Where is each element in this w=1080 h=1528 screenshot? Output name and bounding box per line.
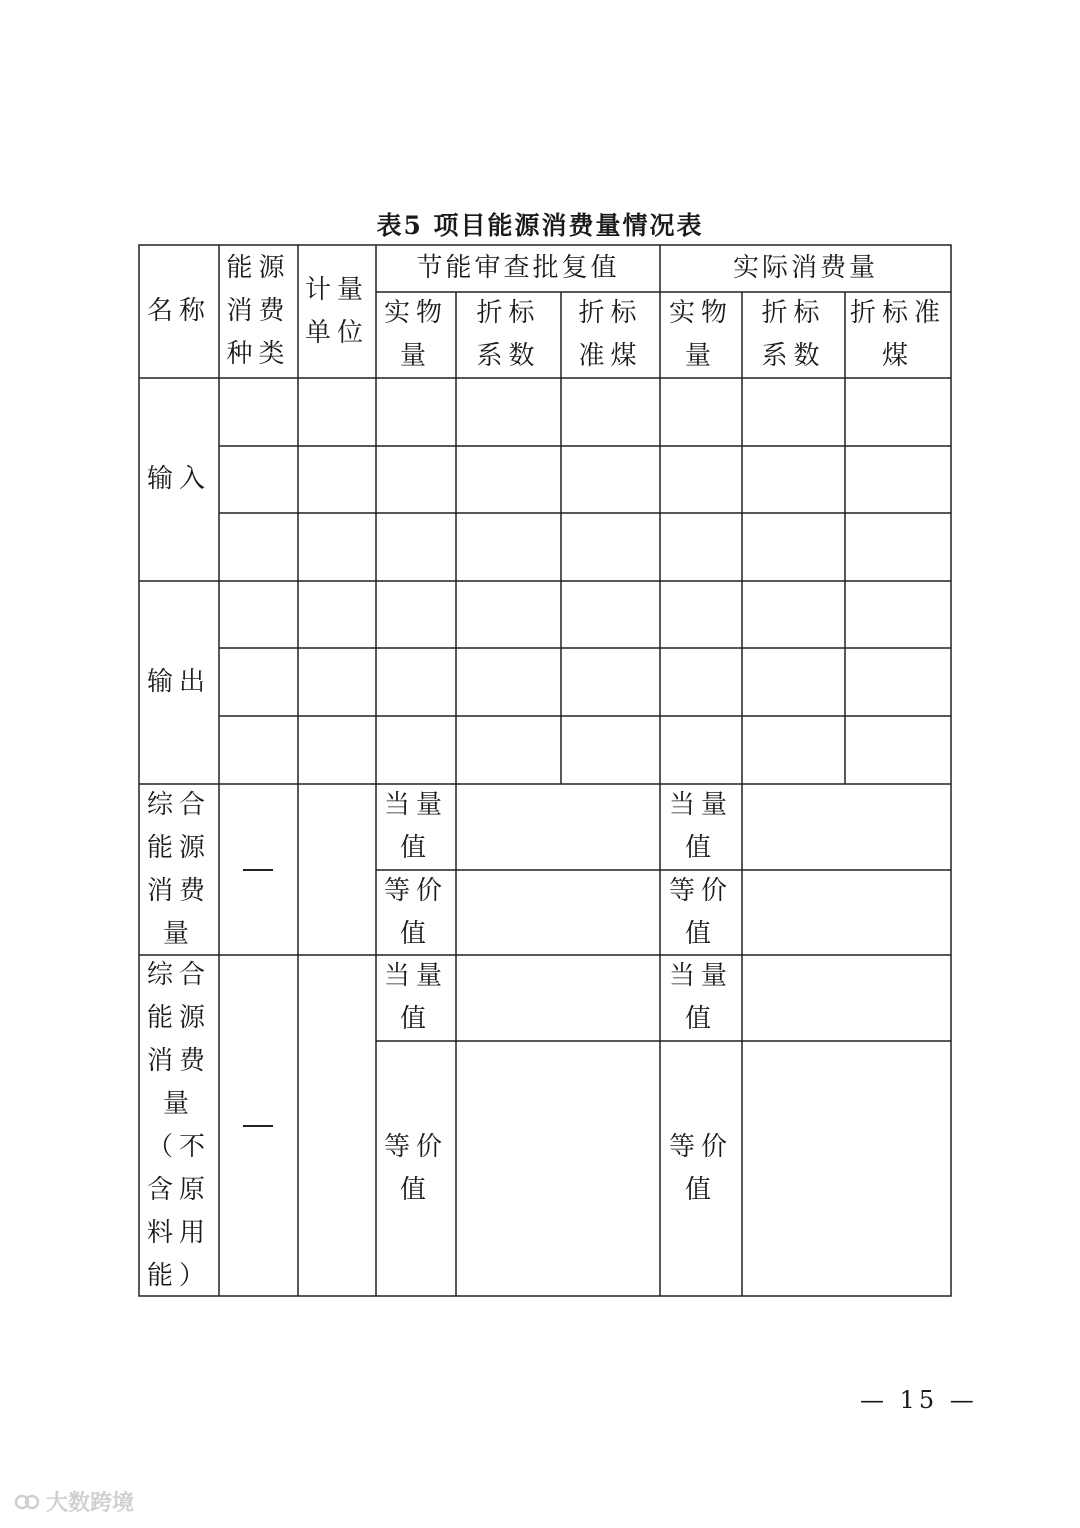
dash-total xyxy=(243,869,273,871)
header-actual-coefficient: 折标 系数 xyxy=(761,298,826,371)
watermark-text: 大数跨境 xyxy=(46,1491,135,1516)
approval-equivalent-label: 当量 值 xyxy=(383,790,448,863)
dash-total-excluding-feedstock xyxy=(243,1125,273,1127)
approval-equal-price-label: 等价 值 xyxy=(383,875,448,949)
header-energy-type: 能源 消费 种类 xyxy=(226,253,291,369)
header-approval-standard-coal: 折标 准煤 xyxy=(578,298,643,371)
row-label-input: 输入 xyxy=(146,464,211,494)
actual-equal-price-label: 等价 值 xyxy=(668,875,733,949)
header-name: 名称 xyxy=(146,296,211,326)
header-actual-physical: 实物 量 xyxy=(668,298,733,371)
table-title: 表5 项目能源消费量情况表 xyxy=(376,211,704,240)
header-approval-group: 节能审查批复值 xyxy=(416,253,620,283)
header-actual-group: 实际消费量 xyxy=(732,253,878,283)
actual-equivalent-label-excl: 当量 值 xyxy=(668,961,733,1034)
header-approval-physical: 实物 量 xyxy=(383,298,448,371)
row-label-total-excluding-feedstock: 综合 能源 消费 量 （不 含原 料用 能） xyxy=(146,959,211,1291)
actual-equivalent-label: 当量 值 xyxy=(668,790,733,863)
watermark-logo-icon xyxy=(14,1492,40,1512)
approval-equal-price-label-excl: 等价 值 xyxy=(383,1131,448,1205)
actual-equal-price-label-excl: 等价 值 xyxy=(668,1131,733,1205)
header-actual-standard-coal: 折标准 煤 xyxy=(849,298,946,371)
page-number: — 15 — xyxy=(860,1386,978,1414)
header-approval-coefficient: 折标 系数 xyxy=(476,298,541,371)
row-label-output: 输出 xyxy=(146,667,211,697)
watermark xyxy=(14,1486,134,1517)
row-label-total: 综合 能源 消费 量 xyxy=(146,789,211,949)
approval-equivalent-label-excl: 当量 值 xyxy=(383,961,448,1034)
header-unit: 计量 单位 xyxy=(304,274,369,348)
